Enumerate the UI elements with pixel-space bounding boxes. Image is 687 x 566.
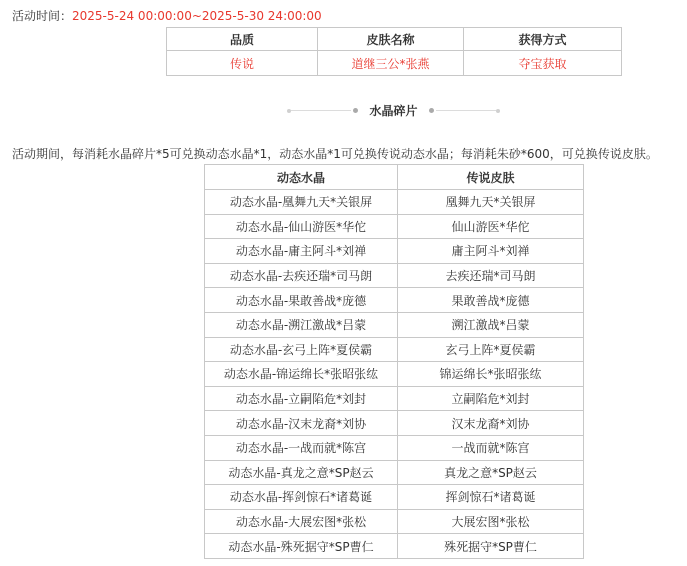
dynamic-crystal-cell: 动态水晶-果敢善战*庞德 [205,288,398,313]
table-row [205,288,584,313]
dynamic-crystal-cell: 动态水晶-仙山游医*华佗 [205,214,398,239]
table-row [205,460,584,485]
table-row [205,239,584,264]
section-description: 活动期间，每消耗水晶碎片*5可兑换动态水晶*1，动态水晶*1可兑换传说动态水晶；每消耗朱砂*600，可兑换传说皮肤。 [12,147,658,161]
table-row [205,485,584,510]
skin-table-header-row [167,28,622,51]
legend-skin-cell: 果敢善战*庞德 [398,288,584,313]
skin-quality: 传说 [167,51,318,76]
event-time [12,8,322,24]
table-row [205,509,584,534]
event-time-label: 活动时间： [12,9,73,23]
legend-skin-cell: 庸主阿斗*刘禅 [398,239,584,264]
table-row [205,534,584,559]
divider-dot-icon [429,108,434,113]
dynamic-crystal-cell: 动态水晶-真龙之意*SP赵云 [205,460,398,485]
header-skin-name: 皮肤名称 [318,28,464,51]
divider-line [291,110,351,111]
dynamic-crystal-cell: 动态水晶-玄弓上阵*夏侯霸 [205,337,398,362]
divider-dot-icon [353,108,358,113]
table-row [205,263,584,288]
legend-skin-cell: 仙山游医*华佗 [398,214,584,239]
dynamic-crystal-cell: 动态水晶-锦运绵长*张昭张纮 [205,362,398,387]
legend-skin-cell: 玄弓上阵*夏侯霸 [398,337,584,362]
legend-skin-cell: 溯江激战*吕蒙 [398,312,584,337]
crystal-table [204,164,584,559]
table-row [205,386,584,411]
dynamic-crystal-cell: 动态水晶-去疾还瑞*司马朗 [205,263,398,288]
skin-table [166,27,622,76]
header-dynamic-crystal: 动态水晶 [205,165,398,190]
dynamic-crystal-cell: 动态水晶-庸主阿斗*刘禅 [205,239,398,264]
dynamic-crystal-cell: 动态水晶-挥剑惊石*诸葛诞 [205,485,398,510]
crystal-table-body [205,190,584,559]
dynamic-crystal-cell: 动态水晶-立嗣陷危*刘封 [205,386,398,411]
table-row [205,435,584,460]
skin-name: 道继三公*张燕 [318,51,464,76]
skin-obtain-method: 夺宝获取 [464,51,622,76]
section-title-text: 水晶碎片 [369,104,418,118]
legend-skin-cell: 挥剑惊石*诸葛诞 [398,485,584,510]
legend-skin-cell: 殊死据守*SP曹仁 [398,534,584,559]
dynamic-crystal-cell: 动态水晶-殊死据守*SP曹仁 [205,534,398,559]
table-row [205,214,584,239]
skin-table-row [167,51,622,76]
dynamic-crystal-cell: 动态水晶-凰舞九天*关银屏 [205,190,398,215]
dynamic-crystal-cell: 动态水晶-溯江激战*吕蒙 [205,312,398,337]
legend-skin-cell: 一战而就*陈宫 [398,435,584,460]
header-obtain-method: 获得方式 [464,28,622,51]
event-time-value: 2025-5-24 00:00:00~2025-5-30 24:00:00 [72,9,322,23]
legend-skin-cell: 锦运绵长*张昭张纮 [398,362,584,387]
table-row [205,190,584,215]
section-title [0,103,687,119]
legend-skin-cell: 真龙之意*SP赵云 [398,460,584,485]
legend-skin-cell: 立嗣陷危*刘封 [398,386,584,411]
dynamic-crystal-cell: 动态水晶-一战而就*陈宫 [205,435,398,460]
dynamic-crystal-cell: 动态水晶-汉末龙裔*刘协 [205,411,398,436]
divider-line [436,110,496,111]
header-quality: 品质 [167,28,318,51]
legend-skin-cell: 汉末龙裔*刘协 [398,411,584,436]
table-row [205,362,584,387]
legend-skin-cell: 凰舞九天*关银屏 [398,190,584,215]
table-row [205,337,584,362]
header-legend-skin: 传说皮肤 [398,165,584,190]
table-row [205,411,584,436]
legend-skin-cell: 大展宏图*张松 [398,509,584,534]
divider-dot-icon [496,109,500,113]
legend-skin-cell: 去疾还瑞*司马朗 [398,263,584,288]
dynamic-crystal-cell: 动态水晶-大展宏图*张松 [205,509,398,534]
crystal-table-header-row [205,165,584,190]
table-row [205,312,584,337]
